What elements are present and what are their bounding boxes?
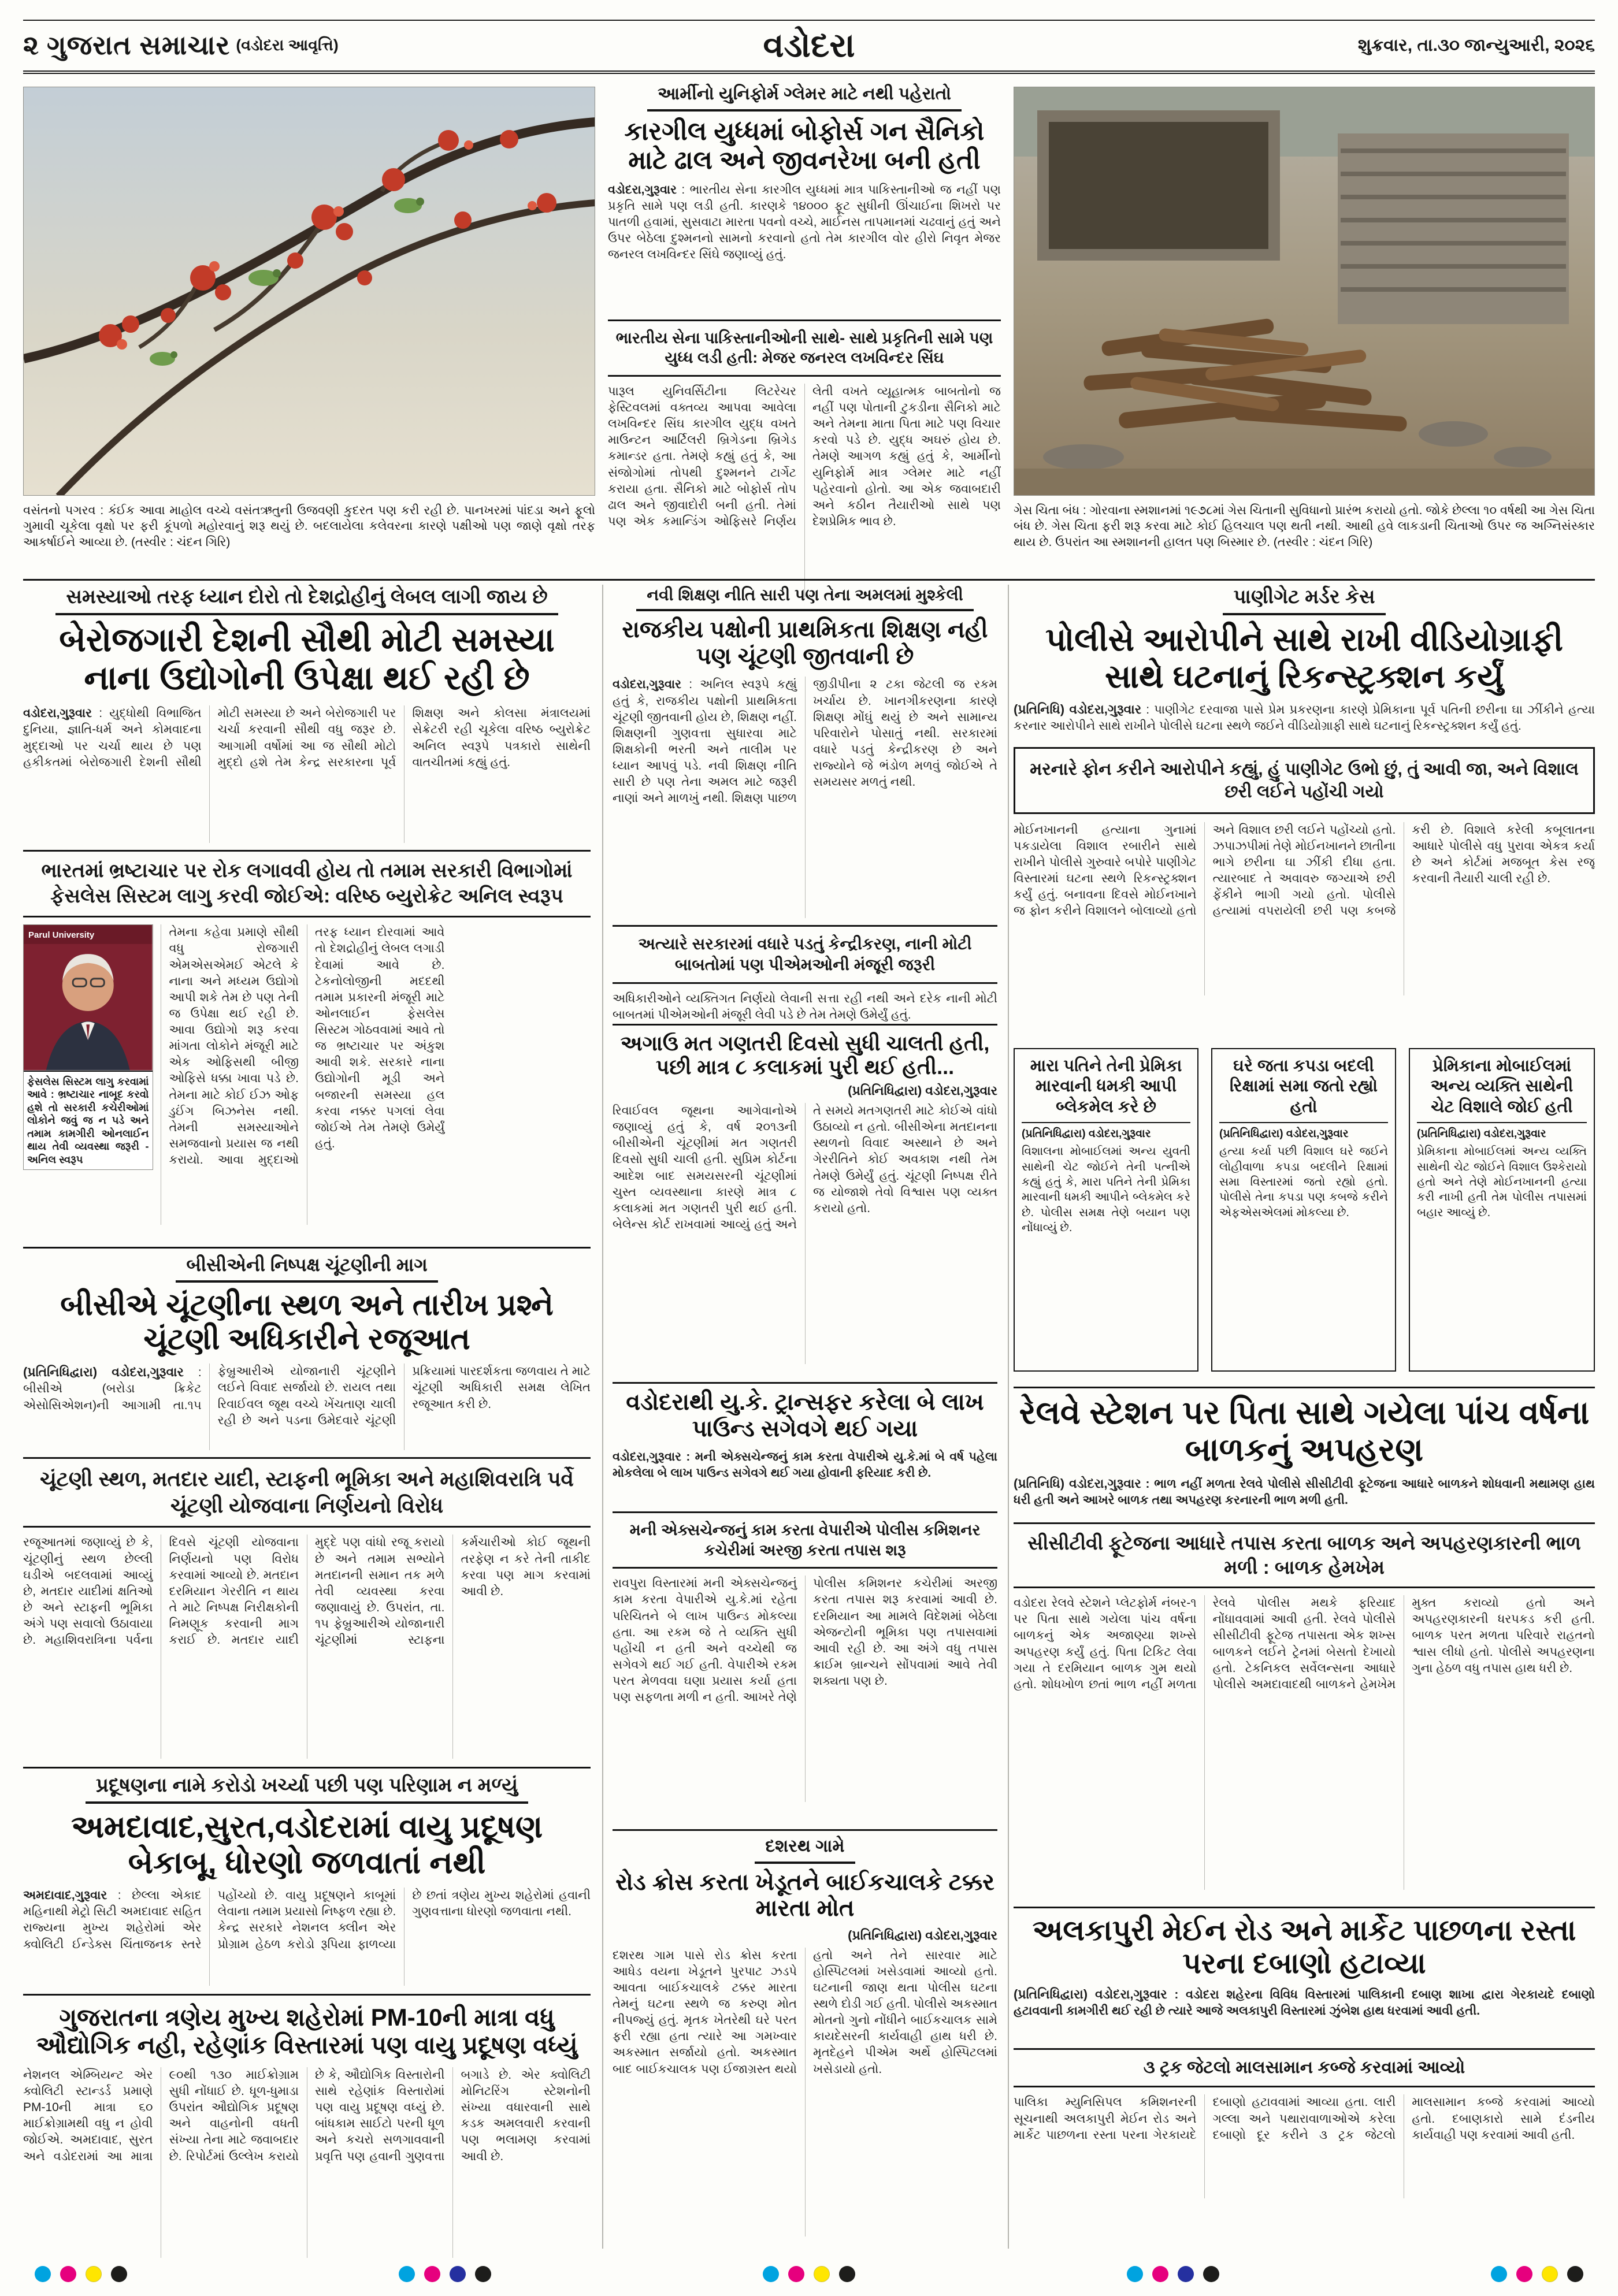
section-rule [23, 579, 1595, 581]
spring-birds-photo [23, 87, 595, 496]
story-subhead: મની એક્સચેન્જનું કામ કરતા વેપારીએ પોલીસ કમિશનર કચેરીમાં અરજી કરતા તપાસ શરૂ [613, 1511, 997, 1569]
story-dashrath [613, 1829, 997, 2251]
magenta-registration-dot [1152, 2266, 1168, 2282]
story-panigate [1014, 586, 1595, 1376]
box-body: વિશાલના મોબાઈલમાં અન્ય યુવતી સાથેની ચેટ જોઈને તેની પત્નીએ કહ્યું હતું કે, મારા પતિને તેની પ્રેમિકા મારવાની ધમકી આપીને બ્લેકમેલ કરે છે. પોલીસ સમક્ષ તેણે બયાન પણ નોંધાવ્યું છે. [1022, 1145, 1190, 1235]
story-headline: વડોદરાથી યુ.કે. ટ્રાન્સફર કરેલા બે લાખ પાઉન્ડ સગેવગે થઈ ગયા [626, 1390, 984, 1441]
registration-marks [35, 2262, 1583, 2286]
byline: (પ્રતિનિધિ) વડોદરા,ગુરૂવાર [1014, 701, 1142, 716]
story-body: વડોદરા,ગુરૂવાર : અનિલ સ્વરૂપે કહ્યું હતું કે, રાજકીય પક્ષોની પ્રાથમિકતા ચૂંટણી જીતવાની હોય છે, શિક્ષણ નહીં. શિક્ષણની ગુણવત્તા સુધારવા માટે શિક્ષકોની ભરતી અને તાલીમ પર ધ્યાન આપવું પડે. નવી શિક્ષણ નીતિ સારી છે પણ તેના અમલ માટે જરૂરી નાણાં અને માળખું નથી. શિક્ષણ પાછળ જીડીપીના ૨ ટકા જેટલી જ રકમ ખર્ચાય છે. ખાનગીકરણના કારણે શિક્ષણ મોંઘું થયું છે અને સામાન્ય પરિવારોને પોસાતું નથી. સરકારમાં વધારે પડતું કેન્દ્રીકરણ છે અને રાજ્યોને જે ભંડોળ મળવું જોઈએ તે સમયસર મળતું નથી. [613, 678, 997, 805]
cyan-registration-dot [1127, 2266, 1143, 2282]
story-headline: પોલીસે આરોપીને સાથે રાખી વીડિયોગ્રાફી સાથે ઘટનાનું રિકન્સ્ટ્રક્શન કર્યું [1045, 621, 1564, 694]
cyan-registration-dot [1491, 2266, 1507, 2282]
story-headline: અમદાવાદ,સુરત,વડોદરામાં વાયુ પ્રદૂષણ બેકાબૂ, ધોરણો જળવાતાં નથી [70, 1810, 543, 1880]
magenta-registration-dot [788, 2266, 804, 2282]
dateline: વડોદરા,ગુરૂવાર [23, 707, 92, 720]
blue-registration-dot [1178, 2266, 1194, 2282]
byline: (પ્રતિનિધિદ્વારા) વડોદરા,ગુરૂવાર [23, 1365, 184, 1380]
magenta-registration-dot [60, 2266, 76, 2282]
story-headline: રેલવે સ્ટેશન પર પિતા સાથે ગયેલા પાંચ વર્ષના બાળકનું અપહરણ [1019, 1394, 1590, 1467]
yellow-registration-dot [86, 2266, 102, 2282]
story-counting [613, 1024, 997, 1374]
registration-group [399, 2266, 491, 2282]
story-lead: વડોદરા,ગુરૂવાર : ભારતીય સેના કારગીલ યુધ્ધમાં માત્ર પાકિસ્તાનીઓ જ નહીં પણ પ્રકૃતિ સામે પણ લડી હતી. કારણકે ૧૪૦૦૦ ફૂટ સુધીની ઊંચાઈના શિખરો પર પાતળી હવામાં, સુસવાટા મારતા પવનો વચ્ચે, માઈનસ તાપમાનમાં ચઢવાનું હતું અને ઉપર બેઠેલા દુશ્મનનો સામનો કરવાનો હતો તેમ કારગીલ વોર હીરો નિવૃત મેજર જનરલ લખવિન્દર સિંઘે જણાવ્યું હતું. [608, 183, 1001, 262]
substory-box-chat [1409, 1048, 1595, 1372]
story-body: રિવાઈવલ જૂથના આગેવાનોએ જણાવ્યું હતું કે, વર્ષ ૨૦૧૩ની બીસીએની ચૂંટણીમાં મત ગણતરી દિવસો સુધી ચાલી હતી. સુપ્રિમ કોર્ટના આદેશ બાદ સમયસરની ચૂંટણીમાં ચુસ્ત વ્યવસ્થાના કારણે માત્ર ૮ કલાકમાં મત ગણતરી પુરી થઈ હતી. બેલેન્સ કોર્ટ રાખવામાં આવ્યું હતું અને તે સમયે મતગણતરી માટે કોઈએ વાંધો ઉઠાવ્યો ન હતો. બીસીએના મતદાનના સ્થળનો વિવાદ અસ્થાને છે અને ગેરરીતિને કોઈ અવકાશ નથી તેમ તેમણે ઉમેર્યું હતું. ચૂંટણી નિષ્પક્ષ રીતે જ યોજાશે તેવો વિશ્વાસ પણ વ્યક્ત કરાયો હતો. [613, 1104, 997, 1231]
magenta-registration-dot [1516, 2266, 1532, 2282]
spring-photo-caption: વસંતનો પગરવ : કંઈક આવા માહોલ વચ્ચે વસંતઋતુની ઉજવણી કુદરત પણ કરી રહી છે. પાનખરમાં પાંદડા અને ફૂલો ગુમાવી ચૂકેલા વૃક્ષો પર ફરી કૂંપળો મહોરવાનું શરૂ થયું છે. બદલાયેલા કલેવરના કારણે પક્ષીઓ પણ જાણે વૃક્ષો તરફ આકર્ષાઈને આવ્યા છે. (તસ્વીર : ચંદન ગિરિ) [23, 504, 595, 549]
box-body: હત્યા કર્યા પછી વિશાલ ઘરે જઈને લોહીવાળા કપડા બદલીને રિક્ષામાં સમા વિસ્તારમાં જતો રહ્યો હતો. પોલીસે તેના કપડા પણ કબજે કરીને એફએસએલમાં મોકલ્યા છે. [1219, 1145, 1388, 1219]
registration-group [1127, 2266, 1219, 2282]
story-bold-para: અત્યારે સરકારમાં વધારે પડતું કેન્દ્રીકરણ, નાની મોટી બાબતોમાં પણ પીએમઓની મંજૂરી જરૂરી [613, 925, 997, 984]
box-byline: (પ્રતિનિધિદ્વારા) વડોદરા,ગુરૂવાર [1417, 1128, 1546, 1140]
registration-group [1491, 2266, 1583, 2282]
story-subhead: સીસીટીવી ફૂટેજના આધારે તપાસ કરતા બાળક અને અપહરણકારની ભાળ મળી : બાળક હેમખેમ [1014, 1522, 1595, 1588]
black-registration-dot [839, 2266, 855, 2282]
story-pollution [23, 1767, 591, 2253]
story-bca [23, 1247, 591, 1755]
dateline: અમદાવાદ,ગુરૂવાર [23, 1889, 107, 1903]
date-label: શુક્રવાર, તા.૩૦ જાન્યુઆરી, ૨૦૨૬ [1350, 36, 1595, 55]
story-lead: (પ્રતિનિધિ) વડોદરા,ગુરૂવાર : પાણીગેટ દરવાજા પાસે પ્રેમ પ્રકરણના કારણે પ્રેમિકાના પૂર્વ પતિની છરીના ઘા ઝીંકીને હત્યા કરનાર આરોપીને સાથે રાખીને પોલીસે ઘટના સ્થળે જઈને વીડિયોગ્રાફી સાથે ઘટનાનું રિકન્સ્ટ્રક્શન કર્યું હતું. [1014, 701, 1595, 733]
story-alkapuri [1014, 1907, 1595, 2251]
story-kicker: સમસ્યાઓ તરફ ધ્યાન દોરો તો દેશદ્રોહીનું લેબલ લાગી જાય છે [55, 586, 558, 615]
byline: (પ્રતિનિધિ) વડોદરા,ગુરૂવાર [1014, 1476, 1141, 1491]
registration-group [35, 2266, 127, 2282]
magenta-registration-dot [424, 2266, 440, 2282]
column-rule [602, 585, 603, 2249]
story-body: મોઈનખાનની હત્યાના ગુનામાં પકડાયેલા વિશાલ રબારીને સાથે રાખીને પોલીસે ગુરુવારે બપોરે પાણીગેટ વિસ્તારમાં ઘટના સ્થળે રિકન્સ્ટ્રક્શન કર્યું હતું. બનાવના દિવસે મોઈનખાને જ ફોન કરીને વિશાલને બોલાવ્યો હતો અને વિશાલ છરી લઈને પહોંચ્યો હતો. ઝપાઝપીમાં તેણે મોઈનખાનને છાતીના ભાગે છરીના ઘા ઝીંકી દીધા હતા. ત્યારબાદ તે અવાવરુ જગ્યાએ છરી ફેંકીને ભાગી ગયો હતો. પોલીસે હત્યામાં વપરાયેલી છરી પણ કબજે કરી છે. વિશાલે કરેલી કબૂલાતના આધારે પોલીસે વધુ પુરાવા એકત્ર કર્યા છે અને કોર્ટમાં મજબૂત કેસ રજૂ કરવાની તૈયારી ચાલી રહી છે. [1014, 823, 1595, 918]
pull-quote: મરનારે ફોન કરીને આરોપીને કહ્યું, હું પાણીગેટ ઉભો છું, તું આવી જા, અને વિશાલ છરી લઈને પહોંચી ગયો [1014, 747, 1595, 814]
story-subhead: ૩ ટ્રક જેટલો માલસામાન કબ્જે કરવામાં આવ્યો [1014, 2048, 1595, 2087]
story-body: પારૂલ યુનિવર્સિટીના લિટરેચર ફેસ્ટિવલમાં વક્તવ્ય આપવા આવેલા લખવિન્દર સિંઘ કારગીલ યુદ્ધ વખતે માઉન્ટન આર્ટિલરી બ્રિગેડના બ્રિગેડ કમાન્ડર હતા. તેમણે કહ્યું હતું કે, આ સંજોગોમાં તોપથી દુશ્મનને ટાર્ગેટ કરાયા હતા. સૈનિકો માટે બોફોર્સ તોપ ઢાલ અને જીવાદોરી બની હતી. તેમાં પણ એક કમાન્ડિંગ ઓફિસરે નિર્ણય લેતી વખતે વ્યૂહાત્મક બાબતોનો જ નહીં પણ પોતાની ટુકડીના સૈનિકો માટે અને તેમના માતા પિતા માટે પણ વિચાર કરવો પડે છે. યુદ્ધ અઘરું હોય છે. તેમણે આગળ કહ્યું હતું કે, આર્મીનો યુનિફોર્મ માત્ર ગ્લેમર માટે નહીં પહેરવાનો હોતો. આ એક જવાબદારી અને કઠીન તૈયારીઓ સાથે પણ દેશપ્રેમિક ભાવ છે. [608, 384, 1001, 528]
byline: (પ્રતિનિધિદ્વારા) વડોદરા,ગુરૂવાર [1014, 1987, 1167, 2001]
gas-photo-caption: ગેસ ચિતા બંધ : ગોરવાના સ્મશાનમાં ૧૯૭૮માં ગેસ ચિતાની સુવિધાનો પ્રારંભ કરાયો હતો. જોકે છેલ્લા ૧૦ વર્ષથી આ ગેસ ચિતા બંધ છે. ગેસ ચિતા ફરી શરૂ કરવા માટે કોઈ હિલચાલ પણ થતી નથી. આથી હવે લાકડાની ચિતાઓ ઉપર જ અગ્નિસંસ્કાર થાય છે. ઉપરાંત આ સ્મશાનની હાલત પણ બિસ્માર છે. (તસ્વીર : ચંદન ગિરિ) [1014, 504, 1595, 549]
blue-registration-dot [450, 2266, 466, 2282]
story-headline: અગાઉ મત ગણતરી દિવસો સુધી ચાલતી હતી, પછી માત્ર ૮ કલાકમાં પુરી થઈ હતી... [620, 1031, 990, 1079]
story-body2: અધિકારીઓને વ્યક્તિગત નિર્ણયો લેવાની સત્તા રહી નથી અને દરેક નાની મોટી બાબતમાં પીએમઓની મંજૂરી લેવી પડે છે તેમ તેમણે ઉમેર્યું હતું. [613, 992, 997, 1022]
city-title: વડોદરા [763, 27, 855, 64]
box-byline: (પ્રતિનિધિદ્વારા) વડોદરા,ગુરૂવાર [1219, 1128, 1349, 1140]
story-subhead: ભારતીય સેના પાકિસ્તાનીઓની સાથે- સાથે પ્રકૃતિની સામે પણ યુધ્ધ લડી હતી: મેજર જનરલ લખવિન્દર સિંઘ [608, 319, 1001, 377]
story-body: વડોદરા રેલવે સ્ટેશને પ્લેટફોર્મ નંબર-૧ પર પિતા સાથે ગયેલા પાંચ વર્ષના બાળકનું એક અજાણ્યા શખ્સે અપહરણ કર્યું હતું. પિતા ટિકિટ લેવા ગયા તે દરમિયાન બાળક ગુમ થયો હતો. શોધખોળ છતાં ભાળ નહીં મળતા રેલવે પોલીસ મથકે ફરિયાદ નોંધાવવામાં આવી હતી. રેલવે પોલીસે સીસીટીવી ફૂટેજ તપાસતા એક શખ્સ બાળકને લઈને ટ્રેનમાં બેસતો દેખાયો હતો. ટેકનિકલ સર્વેલન્સના આધારે પોલીસે અમદાવાદથી બાળકને હેમખેમ મુક્ત કરાવ્યો હતો અને અપહરણકારની ધરપકડ કરી હતી. બાળક પરત મળતા પરિવારે રાહતનો શ્વાસ લીધો હતો. પોલીસે અપહરણના ગુના હેઠળ વધુ તપાસ હાથ ધરી છે. [1014, 1596, 1595, 1691]
substory-box-blackmail [1014, 1048, 1198, 1372]
story-lead: (પ્રતિનિધિદ્વારા) વડોદરા,ગુરૂવાર : બીસીએ (બરોડા ક્રિકેટ એસોસિએશન)ની આગામી તા.૧૫ ફેબ્રુઆરીએ યોજાનારી ચૂંટણીને લઈને વિવાદ સર્જાયો છે. રાયલ તથા રિવાઈવલ જૂથ વચ્ચે ખેંચતાણ ચાલી રહી છે અને પડના ઉમેદવારે ચૂંટણી પ્રક્રિયામાં પારદર્શકતા જળવાય તે માટે ચૂંટણી અધિકારી સમક્ષ લેખિત રજૂઆત કરી છે. [23, 1365, 591, 1427]
byline: (પ્રતિનિધિદ્વારા) વડોદરા,ગુરૂવાર [848, 1927, 997, 1942]
dateline: વડોદરા,ગુરૂવાર [608, 183, 677, 196]
story-headline: કારગીલ યુધ્ધમાં બોફોર્સ ગન સૈનિકો માટે ઢાલ અને જીવનરેખા બની હતી [624, 117, 985, 174]
black-registration-dot [1567, 2266, 1583, 2282]
story-lead: (પ્રતિનિધિ) વડોદરા,ગુરૂવાર : ભાળ નહીં મળતા રેલવે પોલીસે સીસીટીવી ફૂટેજના આધારે બાળકને શોધવાની મથામણ હાથ ધરી હતી અને આખરે બાળક તથા અપહરણ કરનારની ભાળ મળી હતી. [1014, 1476, 1595, 1507]
registration-group [763, 2266, 855, 2282]
gas-photo-art [1014, 87, 1595, 496]
story-kicker: પાણીગેટ મર્ડર કેસ [1223, 586, 1385, 615]
story-subhead: ભારતમાં ભ્રષ્ટાચાર પર રોક લગાવવી હોય તો તમામ સરકારી વિભાગોમાં ફેસલેસ સિસ્ટમ લાગુ કરવી જોઈએ: વરિષ્ઠ બ્યુરોક્રેટ અનિલ સ્વરૂપ [23, 850, 591, 917]
story-kicker: દશરથ ગામે [755, 1837, 855, 1864]
edition-label: (વડોદરા આવૃત્તિ) [236, 36, 339, 54]
masthead-logo: ગુજરાત સમાચાર [47, 30, 231, 60]
story-pounds [613, 1382, 997, 1821]
story-lead: વડોદરા,ગુરૂવાર : યુદ્ધોથી વિભાજિત દુનિયા, જ્ઞાતિ-ધર્મ અને કોમવાદના મુદ્દાઓ પર ચર્ચા થાય છે પણ હકીકતમાં બેરોજગારી દેશની સૌથી મોટી સમસ્યા છે અને બેરોજગારી પર ચર્ચા કરવાની સૌથી વધુ જરૂર છે. આગામી વર્ષોમાં આ જ સૌથી મોટો મુદ્દો હશે તેમ કેન્દ્ર સરકારના પૂર્વ શિક્ષણ અને કોલસા મંત્રાલયમાં સેક્રેટરી રહી ચૂકેલા વરિષ્ઠ બ્યુરોક્રેટ અનિલ સ્વરૂપે પત્રકારો સાથેની વાતચીતમાં કહ્યું હતું. [23, 707, 591, 769]
story-lead: (પ્રતિનિધિદ્વારા) વડોદરા,ગુરૂવાર : વડોદરા શહેરના વિવિધ વિસ્તારમાં પાલિકાની દબાણ શાખા દ્વારા ગેરકાયદે દબાણો હટાવવાની કામગીરી થઈ રહી છે ત્યારે આજે અલકાપુરી વિસ્તારમાં ઝુંબેશ હાથ ધરવામાં આવી હતી. [1014, 1987, 1595, 2018]
story-body: Parul University ફેસલેસ સિસ્ટમ લાગુ કરવામાં આવે : ભ્રષ્ટાચાર નાબૂદ કરવો હશે તો સરકારી કચેરીઓમાં લોકોને જવું જ ન પડે અને તમામ કામગીરી ઓનલાઈન થાય તેવી વ્યવસ્થા જરૂરી - અનિલ સ્વરૂપ તેમના કહેવા પ્રમાણે સૌથી વધુ રોજગારી એમએસએમઈ એટલે કે નાના અને મધ્યમ ઉદ્યોગો આપી શકે તેમ છે પણ તેની જ ઉપેક્ષા થઈ રહી છે. આવા ઉદ્યોગો શરૂ કરવા માંગતા લોકોને મંજૂરી માટે એક ઓફિસથી બીજી ઓફિસે ધક્કા ખાવા પડે છે. તેમના માટે કોઈ ઈઝ ઓફ ડુઈંગ બિઝનેસ નથી. તેમની સમસ્યાઓને સમજવાનો પ્રયાસ જ નથી કરાયો. આવા મુદ્દાઓ તરફ ધ્યાન દોરવામાં આવે તો દેશદ્રોહીનું લેબલ લગાડી દેવામાં આવે છે. ટેકનોલોજીની મદદથી તમામ પ્રકારની મંજૂરી માટે ઓનલાઈન ફેસલેસ સિસ્ટમ ગોઠવવામાં આવે તો જ ભ્રષ્ટાચાર પર અંકુશ આવી શકે. સરકારે નાના ઉદ્યોગોની મૂડી અને બજારની સમસ્યા હલ કરવા નક્કર પગલાં લેવા જોઈએ તેમ તેમણે ઉમેર્યું હતું. [23, 924, 591, 1225]
gas-chita-photo [1014, 87, 1595, 496]
story-body: રાવપુરા વિસ્તારમાં મની એક્સચેન્જનું કામ કરતા વેપારીએ યુ.કે.માં રહેતા પરિચિતને બે લાખ પાઉન્ડ મોકલ્યા હતા. આ રકમ જે તે વ્યક્તિ સુધી પહોંચી ન હતી અને વચ્ચેથી જ સગેવગે થઈ ગઈ હતી. વેપારીએ રકમ પરત મેળવવા ઘણા પ્રયાસ કર્યા હતા પણ સફળતા મળી ન હતી. આખરે તેણે પોલીસ કમિશનર કચેરીમાં અરજી કરતા તપાસ શરૂ કરવામાં આવી છે. દરમિયાન આ મામલે વિદેશમાં બેઠેલા એજન્ટોની ભૂમિકા પણ તપાસવામાં આવી રહી છે. આ અંગે વધુ તપાસ ક્રાઈમ બ્રાન્ચને સોંપવામાં આવે તેવી શક્યતા પણ છે. [613, 1577, 997, 1704]
story-education [613, 586, 997, 1022]
story-headline: રાજકીય પક્ષોની પ્રાથમિકતા શિક્ષણ નહી પણ ચૂંટણી જીતવાની છે [622, 617, 988, 669]
story-kicker: નવી શિક્ષણ નીતિ સારી પણ તેના અમલમાં મુશ્કેલી [636, 586, 974, 611]
cyan-registration-dot [763, 2266, 779, 2282]
backdrop-brand-text: Parul University [28, 930, 95, 941]
story-unemployment [23, 586, 591, 1235]
yellow-registration-dot [814, 2266, 830, 2282]
black-registration-dot [1203, 2266, 1219, 2282]
yellow-registration-dot [1542, 2266, 1558, 2282]
box-title: ઘરે જતા કપડા બદલી રિક્ષામાં સમા જતો રહ્યો હતો [1219, 1056, 1388, 1123]
cyan-registration-dot [35, 2266, 51, 2282]
story-kidnap [1014, 1387, 1595, 1895]
story-kicker: આર્મીનો યુનિફોર્મ ગ્લેમર માટે નથી પહેરાતો [647, 84, 962, 112]
story-body: પાલિકા મ્યુનિસિપલ કમિશનરની સૂચનાથી અલકાપુરી મેઈન રોડ અને માર્કેટ પાછળના રસ્તા પરના ગેરકાયદે દબાણો હટાવવામાં આવ્યા હતા. લારી ગલ્લા અને પથારાવાળાઓએ કરેલા દબાણો દૂર કરીને ૩ ટ્રક જેટલો માલસામાન કબ્જે કરવામાં આવ્યો હતો. દબાણકારો સામે દંડનીય કાર્યવાહી પણ કરવામાં આવી હતી. [1014, 2096, 1595, 2142]
box-body: પ્રેમિકાના મોબાઈલમાં અન્ય વ્યક્તિ સાથેની ચેટ જોઈને વિશાલ ઉશ્કેરાયો હતો અને તેણે મોઈનખાનની હત્યા કરી નાખી હતી તેમ પોલીસ તપાસમાં બહાર આવ્યું છે. [1417, 1145, 1587, 1219]
story-headline: અલકાપુરી મેઈન રોડ અને માર્કેટ પાછળના રસ્તા પરના દબાણો હટાવ્યા [1032, 1914, 1576, 1979]
portrait-caption: ફેસલેસ સિસ્ટમ લાગુ કરવામાં આવે : ભ્રષ્ટાચાર નાબૂદ કરવો હશે તો સરકારી કચેરીઓમાં લોકોને જવું જ ન પડે અને તમામ કામગીરી ઓનલાઈન થાય તેવી વ્યવસ્થા જરૂરી - અનિલ સ્વરૂપ [24, 1071, 153, 1170]
story-lead: વડોદરા,ગુરૂવાર : મની એક્સચેન્જનું કામ કરતા વેપારીએ યુ.કે.માં બે વર્ષ પહેલા મોકલેલા બે લાખ પાઉન્ડ સગેવગે થઈ ગયા હોવાની ફરિયાદ કરી છે. [613, 1450, 997, 1480]
story-kargil [608, 84, 1001, 575]
dateline: વડોદરા,ગુરૂવાર [613, 678, 682, 692]
story-body: રજૂઆતમાં જણાવ્યું છે કે, ચૂંટણીનું સ્થળ છેલ્લી ઘડીએ બદલવામાં આવ્યું છે, મતદાર યાદીમાં ક્ષતિઓ છે અને સ્ટાફની ભૂમિકા અંગે પણ સવાલો ઉઠાવાયા છે. મહાશિવરાત્રિના પર્વના દિવસે ચૂંટણી યોજવાના નિર્ણયનો પણ વિરોધ કરવામાં આવ્યો છે. મતદાન દરમિયાન ગેરરીતિ ન થાય તે માટે નિષ્પક્ષ નિરીક્ષકોની નિમણૂક કરવાની માગ કરાઈ છે. મતદાર યાદી મુદ્દે પણ વાંધો રજૂ કરાયો છે અને તમામ સભ્યોને મતદાનની સમાન તક મળે તેવી વ્યવસ્થા કરવા જણાવાયું છે. ઉપરાંત, તા. ૧૫ ફેબ્રુઆરીએ યોજાનારી ચૂંટણીમાં સ્ટાફના કર્મચારીઓ કોઈ જૂથની તરફેણ ન કરે તેની તાકીદ કરવા પણ માગ કરવામાં આવી છે. [23, 1536, 591, 1647]
black-registration-dot [475, 2266, 491, 2282]
story-headline: બેરોજગારી દેશની સૌથી મોટી સમસ્યા નાના ઉદ્યોગોની ઉપેક્ષા થઈ રહી છે [59, 621, 555, 697]
story-headline: રોડ ક્રોસ કરતા ખેડૂતને બાઈકચાલકે ટક્કર મારતા મોત [615, 1869, 994, 1922]
story-body: અમદાવાદ,ગુરૂવાર : છેલ્લા એકાદ મહિનાથી મેટ્રો સિટી અમદાવાદ સહિત રાજ્યના મુખ્ય શહેરોમાં એર ક્વોલિટી ઈન્ડેક્સ ચિંતાજનક સ્તરે પહોંચ્યો છે. વાયુ પ્રદૂષણને કાબૂમાં લેવાના તમામ પ્રયાસો નિષ્ફળ રહ્યા છે. કેન્દ્ર સરકારે નેશનલ ક્લીન એર પ્રોગ્રામ હેઠળ કરોડો રૂપિયા ફાળવ્યા છે છતાં ત્રણેય મુખ્ય શહેરોમાં હવાની ગુણવત્તાના ધોરણો જળવાતા નથી. [23, 1889, 591, 1951]
page-header [23, 20, 1595, 74]
page-number: ૨ [23, 30, 39, 60]
column-rule [1008, 585, 1009, 2249]
dateline: વડોદરા,ગુરૂવાર [613, 1450, 682, 1464]
spring-photo-art [24, 87, 595, 496]
box-byline: (પ્રતિનિધિદ્વારા) વડોદરા,ગુરૂવાર [1022, 1128, 1151, 1140]
byline: (પ્રતિનિધિદ્વારા) વડોદરા,ગુરૂવાર [848, 1083, 997, 1098]
story-kicker: પ્રદૂષણના નામે કરોડો ખર્ચ્યા પછી પણ પરિણામ ન મળ્યું [86, 1774, 528, 1804]
cyan-registration-dot [399, 2266, 415, 2282]
substory-headline: ગુજરાતના ત્રણેય મુખ્ય શહેરોમાં PM-10ની માત્રા વધુ ઔદ્યોગિક નહી, રહેણાંક વિસ્તારમાં પણ વાયુ પ્રદૂષણ વધ્યું [23, 1994, 591, 2059]
box-title: મારા પતિને તેની પ્રેમિકા મારવાની ધમકી આપી બ્લેકમેલ કરે છે [1022, 1056, 1190, 1123]
substory-box-clothes [1211, 1048, 1396, 1372]
black-registration-dot [111, 2266, 127, 2282]
story-body: દશરથ ગામ પાસે રોડ ક્રોસ કરતા આધેડ વયના ખેડૂતને પુરપાટ ઝડપે આવતા બાઈકચાલકે ટક્કર મારતા તેમનું ઘટના સ્થળે જ કરુણ મોત નીપજ્યું હતું. મૃતક ખેતરેથી ઘરે પરત ફરી રહ્યા હતા ત્યારે આ ગમખ્વાર અકસ્માત સર્જાયો હતો. અકસ્માત બાદ બાઈકચાલક પણ ઈજાગ્રસ્ત થયો હતો અને તેને સારવાર માટે હોસ્પિટલમાં ખસેડવામાં આવ્યો હતો. ઘટનાની જાણ થતા પોલીસ ઘટના સ્થળે દોડી ગઈ હતી. પોલીસે અકસ્માત મોતનો ગુનો નોંધીને બાઈકચાલક સામે કાયદેસરની કાર્યવાહી હાથ ધરી છે. મૃતદેહને પીએમ અર્થે હોસ્પિટલમાં ખસેડાયો હતો. [613, 1948, 997, 2076]
portrait-art [24, 925, 153, 1071]
story-subhead: ચૂંટણી સ્થળ, મતદાર યાદી, સ્ટાફની ભૂમિકા અને મહાશિવરાત્રિ પર્વે ચૂંટણી યોજવાના નિર્ણયનો વિરોધ [23, 1457, 591, 1528]
substory-body: નેશનલ એમ્બિયન્ટ એર ક્વોલિટી સ્ટાન્ડર્ડ પ્રમાણે PM-10ની માત્રા ૬૦ માઈક્રોગ્રામથી વધુ ન હોવી જોઈએ. અમદાવાદ, સુરત અને વડોદરામાં આ માત્રા ૯૦થી ૧૩૦ માઈક્રોગ્રામ સુધી નોંધાઈ છે. ધૂળ-ધુમાડા ઉપરાંત ઔદ્યોગિક પ્રદૂષણ અને વાહનોની વધતી સંખ્યા તેના માટે જવાબદાર છે. રિપોર્ટમાં ઉલ્લેખ કરાયો છે કે, ઔદ્યોગિક વિસ્તારોની સાથે રહેણાંક વિસ્તારોમાં પણ વાયુ પ્રદૂષણ વધ્યું છે. બાંધકામ સાઈટો પરની ધૂળ અને કચરો સળગાવવાની પ્રવૃત્તિ પણ હવાની ગુણવત્તા બગાડે છે. એર ક્વોલિટી મોનિટરિંગ સ્ટેશનોની સંખ્યા વધારવાની સાથે કડક અમલવારી કરવાની પણ ભલામણ કરવામાં આવી છે. [23, 2068, 591, 2163]
story-kicker: બીસીએની નિષ્પક્ષ ચૂંટણીની માગ [176, 1254, 437, 1283]
story-headline: બીસીએ ચૂંટણીના સ્થળ અને તારીખ પ્રશ્ને ચૂંટણી અધિકારીને રજૂઆત [60, 1288, 554, 1357]
anil-swarup-photo [23, 924, 153, 1170]
box-title: પ્રેમિકાના મોબાઈલમાં અન્ય વ્યક્તિ સાથેની ચેટ વિશાલે જોઈ હતી [1417, 1056, 1587, 1123]
